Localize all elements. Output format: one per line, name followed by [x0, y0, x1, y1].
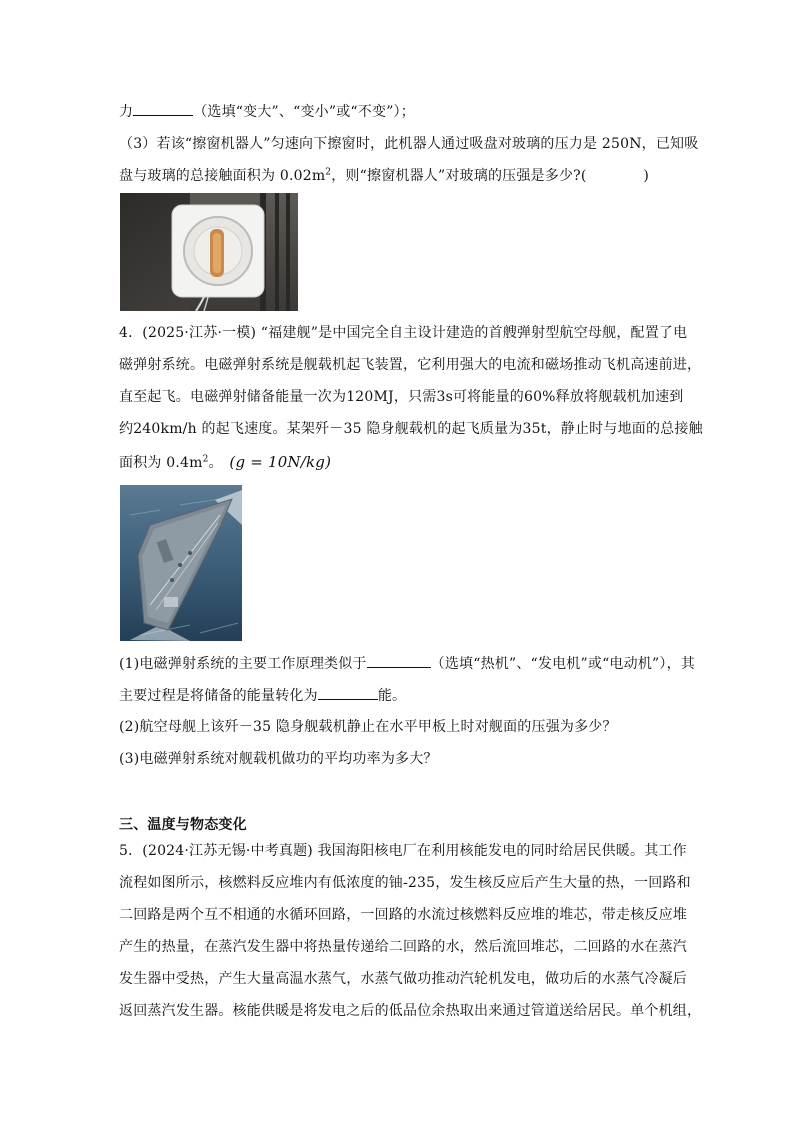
- q4-period: 。: [208, 455, 223, 471]
- q4-line3: 直至起飞。电磁弹射储备能量一次为120MJ，只需3s可将能量的60%释放将舰载机加速到: [119, 389, 684, 405]
- q4-sub3: (3)电磁弹射系统对舰载机做功的平均功率为多大？: [119, 751, 438, 767]
- aircraft-carrier-photo: [120, 485, 242, 641]
- q3-text-pre: 力: [119, 104, 134, 120]
- carrier-illustration: [120, 485, 242, 641]
- q5-line3: 二回路是两个互不相通的水循环回路，一回路的水流过核燃料反应堆的堆芯，带走核反应堆: [119, 907, 687, 923]
- gravity-constant: (g = 10N/kg): [229, 453, 332, 471]
- robot-illustration: [120, 193, 298, 311]
- answer-blank[interactable]: [367, 653, 431, 668]
- q4-line5: [119, 452, 679, 473]
- q5-line4: 产生的热量，在蒸汽发生器中将热量传递给二回路的水，然后流回堆芯，二回路的水在蒸汽: [119, 939, 687, 955]
- q3-text-post: （选填“变大”、“变小”或“不变”）；: [193, 104, 415, 120]
- q4-sub1-text-pre: (1)电磁弹射系统的主要工作原理类似于: [119, 656, 367, 672]
- q4-sub1-line2-post: 能。: [377, 688, 407, 704]
- q4-line2: 磁弹射系统。电磁弹射系统是舰载机起飞装置，它利用强大的电流和磁场推动飞机高速前进，: [119, 357, 702, 373]
- q3-part3-line2: [119, 166, 679, 186]
- answer-blank[interactable]: [133, 101, 193, 116]
- superscript: 2: [325, 167, 332, 178]
- q4-line4: 约240km/h 的起飞速度。某架歼－35 隐身舰载机的起飞质量为35t，静止时与地面的总接触: [119, 421, 703, 437]
- q4-sub1-text-post: （选填“热机”、“发电机”或“电动机”），其: [430, 656, 695, 672]
- q4-area-text: 面积为 0.4m: [119, 455, 203, 471]
- q4-sub2: (2)航空母舰上该歼－35 隐身舰载机静止在水平甲板上时对舰面的压强为多少？: [119, 719, 617, 735]
- answer-blank[interactable]: [318, 685, 378, 700]
- q3-area-text: 盘与玻璃的总接触面积为 0.02m: [119, 168, 326, 184]
- q3-option-line: [119, 101, 679, 122]
- superscript: 2: [202, 454, 209, 465]
- q5-line2: 流程如图所示，核燃料反应堆内有低浓度的铀-235，发生核反应后产生大量的热，一回路和: [119, 875, 691, 891]
- q5-line5: 发生器中受热，产生大量高温水蒸气，水蒸气做功推动汽轮机发电，做功后的水蒸气冷凝后: [119, 971, 687, 987]
- q5-line1: 5．(2024·江苏无锡·中考真题) 我国海阳核电厂在利用核能发电的同时给居民供暖。其工作: [119, 843, 687, 859]
- q4-sub1-line2-pre: 主要过程是将储备的能量转化为: [119, 688, 318, 704]
- window-cleaning-robot-photo: [120, 193, 298, 311]
- q4-sub1-line1: [119, 653, 695, 674]
- q4-line1: 4．(2025·江苏·一模) “福建舰”是中国完全自主设计建造的首艘弹射型航空母舰，配置了电: [119, 325, 688, 341]
- q3-part3-line1: （3）若该“擦窗机器人”匀速向下擦窗时，此机器人通过吸盘对玻璃的压力是 250N，已知吸: [119, 136, 699, 152]
- q4-sub1-line2: [119, 685, 679, 706]
- q5-line6: 返回蒸汽发生器。核能供暖是将发电之后的低品位余热取出来通过管道送给居民。单个机组，: [119, 1003, 702, 1019]
- section-heading: 三、温度与物态变化: [119, 817, 247, 833]
- q3-question-text: ，则“擦窗机器人”对玻璃的压强是多少?( ): [331, 168, 649, 184]
